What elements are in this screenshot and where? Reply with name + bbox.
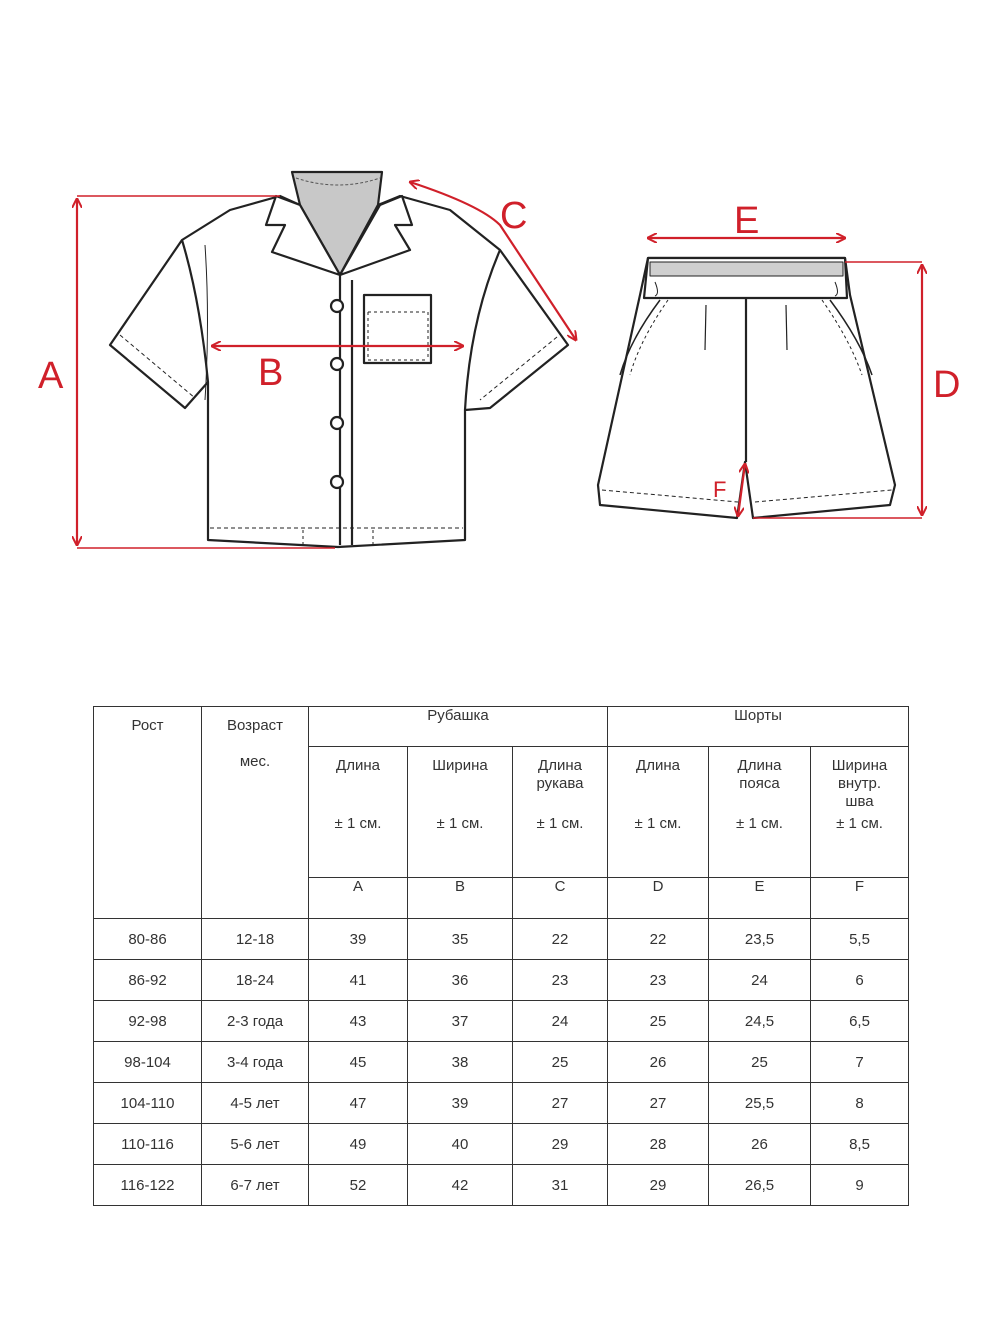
label-f: F <box>713 477 727 502</box>
table-cell: 24 <box>709 960 811 1001</box>
subheader-name: Ширина <box>432 757 488 774</box>
subheader-cell <box>709 747 811 878</box>
table-row <box>94 960 909 1001</box>
table-cell: 31 <box>513 1165 608 1206</box>
table-cell: 27 <box>513 1083 608 1124</box>
subheader-name: Длина рукава <box>536 757 584 792</box>
table-cell: 41 <box>309 960 408 1001</box>
table-cell: 24 <box>513 1001 608 1042</box>
subheader-tolerance: ± 1 см. <box>536 815 584 832</box>
measure-code: D <box>608 878 709 919</box>
table-cell: 26 <box>709 1124 811 1165</box>
subheader-tolerance: ± 1 см. <box>334 815 382 832</box>
table-cell: 116-122 <box>94 1165 202 1206</box>
table-cell: 6 <box>811 960 909 1001</box>
size-table <box>93 706 909 1206</box>
subheader-cell <box>408 747 513 878</box>
table-cell: 92-98 <box>94 1001 202 1042</box>
table-row <box>94 1165 909 1206</box>
subheader-name: Длина <box>336 757 380 774</box>
subheader-name: Длина <box>636 757 680 774</box>
subheader-cell <box>309 747 408 878</box>
table-cell: 22 <box>608 919 709 960</box>
table-cell: 29 <box>513 1124 608 1165</box>
table-cell: 49 <box>309 1124 408 1165</box>
table-cell: 40 <box>408 1124 513 1165</box>
table-cell: 12-18 <box>202 919 309 960</box>
table-cell: 3-4 года <box>202 1042 309 1083</box>
label-d: D <box>933 364 961 406</box>
subheader-tolerance: ± 1 см. <box>634 815 682 832</box>
table-cell: 25 <box>709 1042 811 1083</box>
table-cell: 37 <box>408 1001 513 1042</box>
table-cell: 26,5 <box>709 1165 811 1206</box>
table-cell: 86-92 <box>94 960 202 1001</box>
table-cell: 52 <box>309 1165 408 1206</box>
table-cell: 38 <box>408 1042 513 1083</box>
table-cell: 25 <box>513 1042 608 1083</box>
table-row <box>94 1001 909 1042</box>
shorts-drawing <box>598 258 895 518</box>
table-cell: 42 <box>408 1165 513 1206</box>
table-cell: 23 <box>608 960 709 1001</box>
table-cell: 25 <box>608 1001 709 1042</box>
label-c: C <box>500 195 528 237</box>
table-cell: 9 <box>811 1165 909 1206</box>
table-cell: 47 <box>309 1083 408 1124</box>
table-cell: 26 <box>608 1042 709 1083</box>
table-cell: 25,5 <box>709 1083 811 1124</box>
subheader-tolerance: ± 1 см. <box>436 815 484 832</box>
table-cell: 39 <box>309 919 408 960</box>
subheader-tolerance: ± 1 см. <box>836 815 883 832</box>
subheader-name: Ширина внутр. шва <box>831 757 888 810</box>
subheader-cell <box>513 747 608 878</box>
label-a: A <box>38 355 64 397</box>
table-cell: 8,5 <box>811 1124 909 1165</box>
table-cell: 18-24 <box>202 960 309 1001</box>
label-b: B <box>258 352 284 394</box>
table-cell: 6,5 <box>811 1001 909 1042</box>
table-cell: 23 <box>513 960 608 1001</box>
table-cell: 24,5 <box>709 1001 811 1042</box>
header-age-unit: мес. <box>239 753 271 770</box>
table-cell: 39 <box>408 1083 513 1124</box>
measure-code: A <box>309 878 408 919</box>
table-cell: 80-86 <box>94 919 202 960</box>
table-row <box>94 1083 909 1124</box>
table-cell: 104-110 <box>94 1083 202 1124</box>
header-age: Возраст мес. <box>202 707 309 919</box>
table-cell: 4-5 лет <box>202 1083 309 1124</box>
table-cell: 110-116 <box>94 1124 202 1165</box>
header-shorts: Шорты <box>608 707 909 747</box>
table-cell: 29 <box>608 1165 709 1206</box>
table-cell: 5,5 <box>811 919 909 960</box>
table-cell: 45 <box>309 1042 408 1083</box>
subheader-cell <box>811 747 909 878</box>
table-cell: 6-7 лет <box>202 1165 309 1206</box>
garment-diagram <box>0 0 1000 640</box>
table-cell: 36 <box>408 960 513 1001</box>
subheader-cell <box>608 747 709 878</box>
measure-code: E <box>709 878 811 919</box>
table-row <box>94 1124 909 1165</box>
table-cell: 8 <box>811 1083 909 1124</box>
table-cell: 2-3 года <box>202 1001 309 1042</box>
table-row <box>94 919 909 960</box>
measure-code: B <box>408 878 513 919</box>
header-height: Рост <box>94 707 202 919</box>
header-shirt: Рубашка <box>309 707 608 747</box>
measure-code: F <box>811 878 909 919</box>
table-cell: 98-104 <box>94 1042 202 1083</box>
table-cell: 35 <box>408 919 513 960</box>
table-cell: 5-6 лет <box>202 1124 309 1165</box>
table-cell: 22 <box>513 919 608 960</box>
table-cell: 7 <box>811 1042 909 1083</box>
subheader-name: Длина пояса <box>737 757 782 792</box>
table-cell: 43 <box>309 1001 408 1042</box>
table-cell: 27 <box>608 1083 709 1124</box>
measure-code: C <box>513 878 608 919</box>
label-e: E <box>734 200 760 242</box>
table-cell: 23,5 <box>709 919 811 960</box>
table-row <box>94 1042 909 1083</box>
table-body <box>94 919 909 1206</box>
subheader-tolerance: ± 1 см. <box>736 815 783 832</box>
table-cell: 28 <box>608 1124 709 1165</box>
